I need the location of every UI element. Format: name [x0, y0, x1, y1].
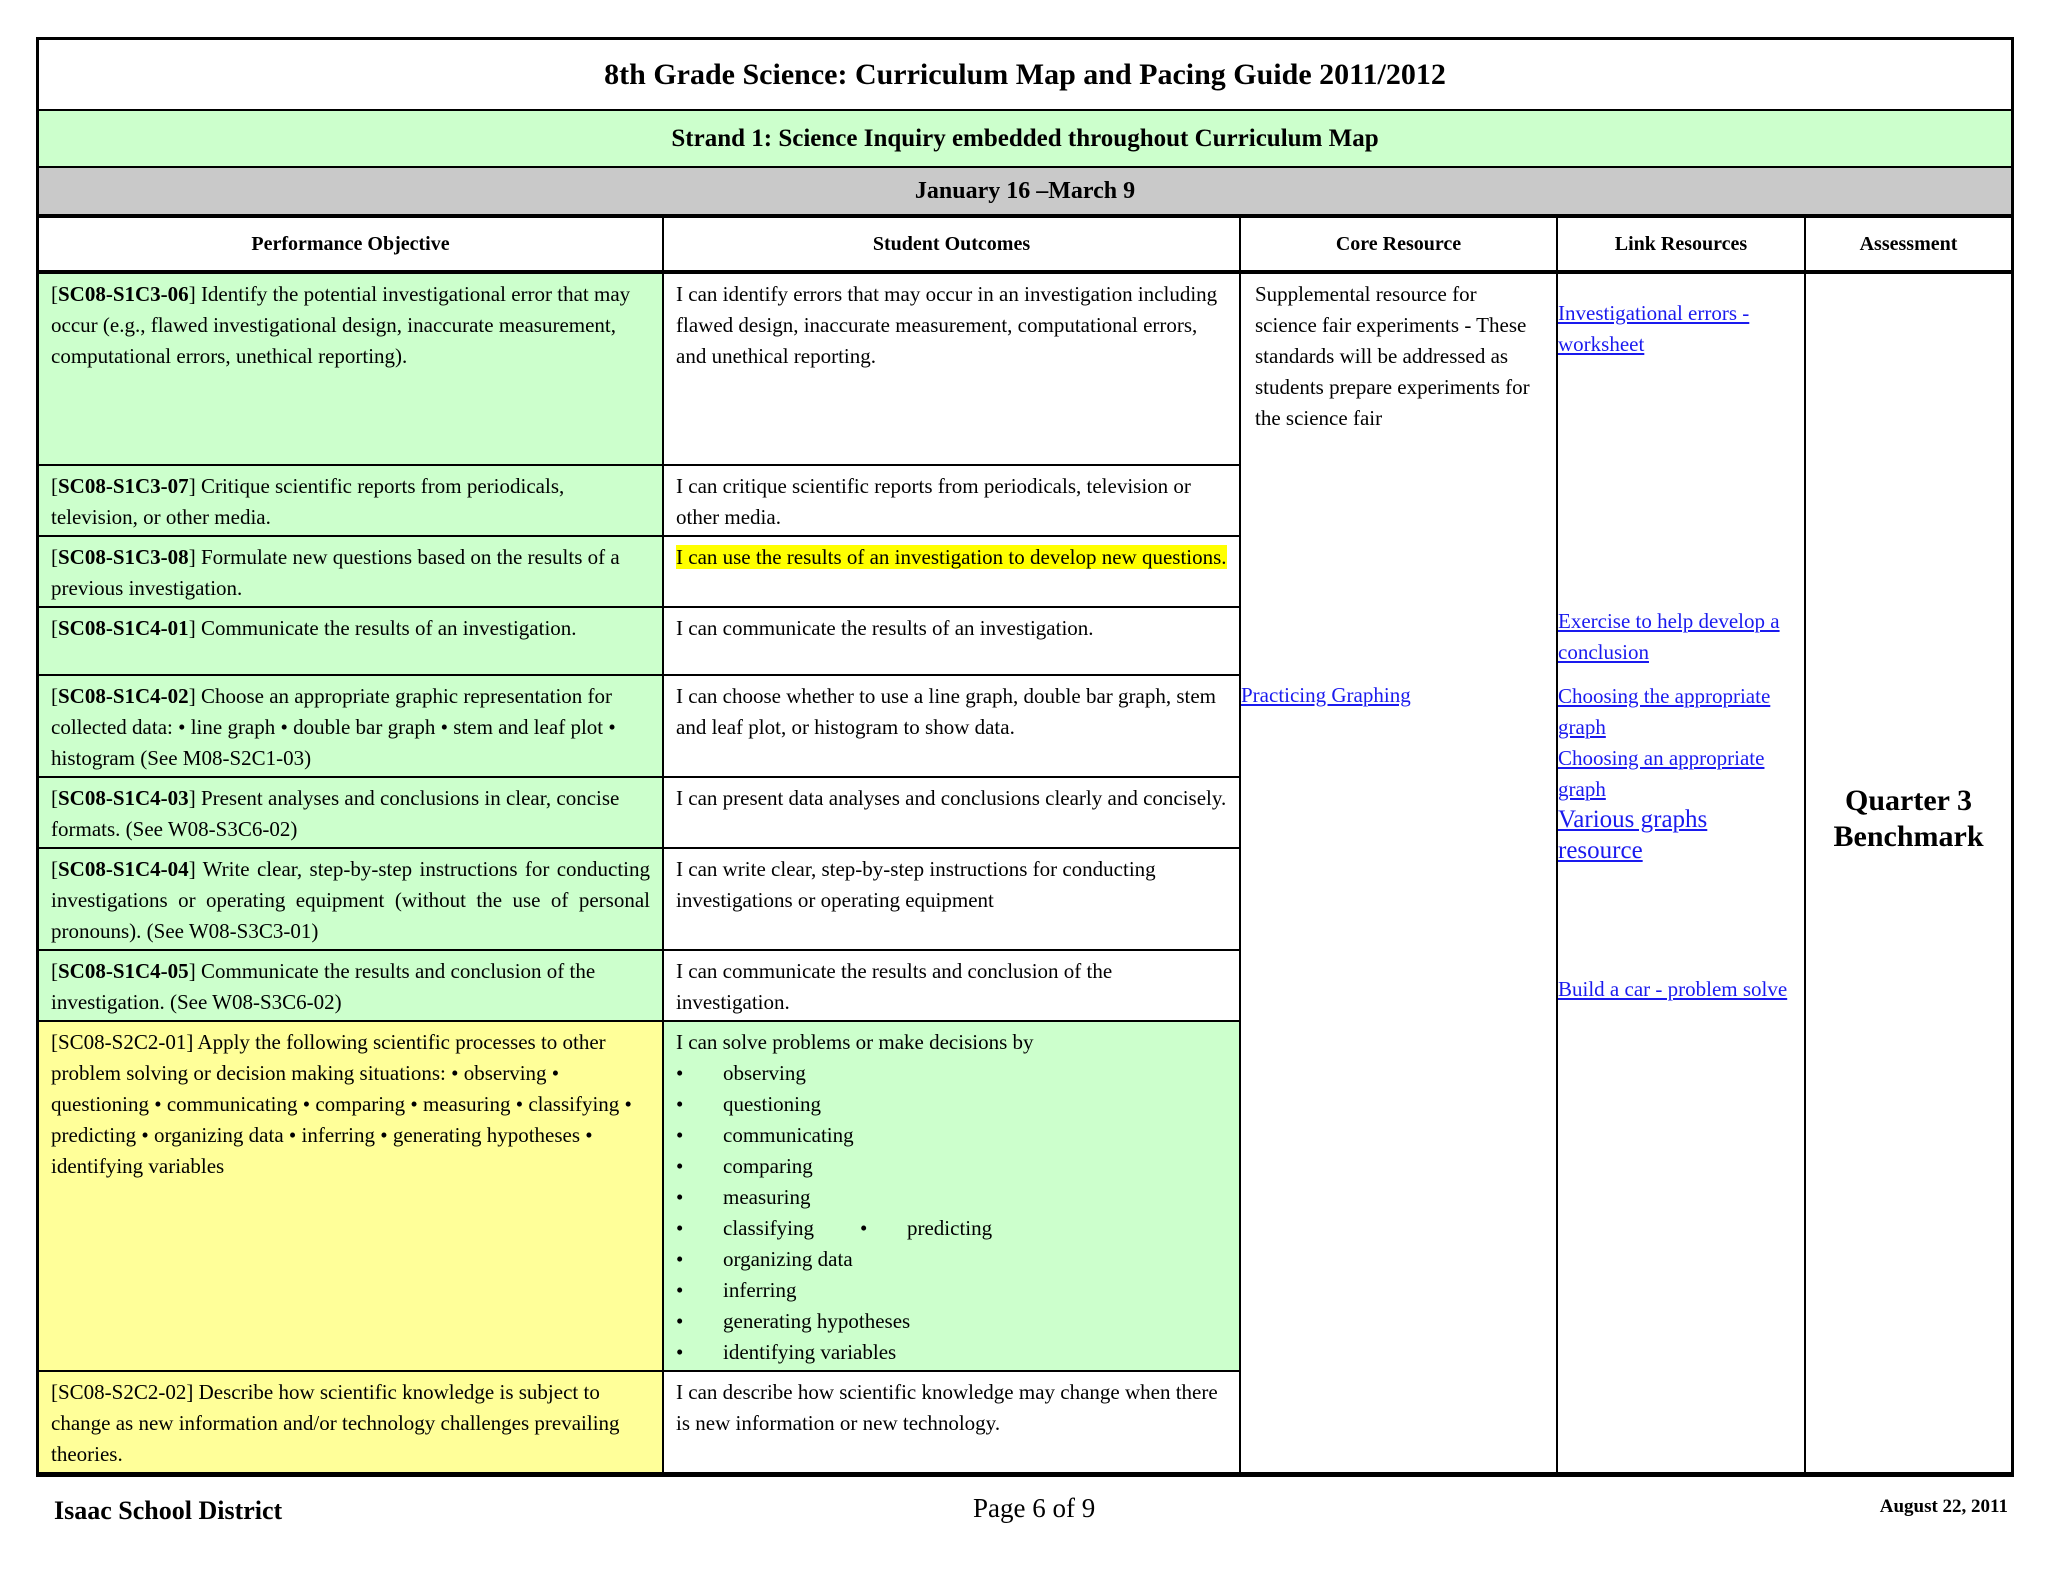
outcome-cell: I can communicate the results of an investigation. [663, 607, 1240, 675]
objective-code: SC08-S1C4-03 [58, 786, 189, 810]
outcome-cell: I can communicate the results and conclusion of the investigation. [663, 950, 1240, 1021]
develop-conclusion-link[interactable]: Exercise to help develop a conclusion [1558, 609, 1780, 664]
objective-cell: [SC08-S1C3-07] Critique scientific reports from periodicals, television, or other media. [39, 465, 663, 536]
objective-cell: [SC08-S1C4-04] Write clear, step-by-step instructions for conducting investigations or operating equipment (without the use of personal pronouns). (See W08-S3C3-01) [39, 848, 663, 950]
objective-code: SC08-S1C4-02 [58, 684, 189, 708]
header-link-resources: Link Resources [1557, 218, 1805, 272]
objective-text: Identify the potential investigational error that may occur (e.g., flawed investigational design, inaccurate measurement, computational errors, unethical reporting). [51, 282, 631, 368]
curriculum-map-frame [36, 37, 2014, 1477]
list-item [676, 1213, 1227, 1244]
outcome-cell: I can write clear, step-by-step instructions for conducting investigations or operating equipment [663, 848, 1240, 950]
core-resource-cell [1240, 272, 1557, 1473]
objective-text: Write clear, step-by-step instructions for conducting investigations or operating equipment (without the use of personal pronouns). (See W08-S3C3-01) [51, 857, 650, 943]
outcome-cell: I can critique scientific reports from periodicals, television or other media. [663, 465, 1240, 536]
objective-cell: [SC08-S1C4-02] Choose an appropriate graphic representation for collected data: • line graph • double bar graph • stem and leaf plot • histogram (See M08-S2C1-03) [39, 675, 663, 777]
assessment-label: Quarter 3 Benchmark [1833, 784, 1984, 853]
objective-cell: [SC08-S2C2-01] Apply the following scientific processes to other problem solving or decision making situations: • observing • questioning • communicating • comparing • measuring • classifying • predicting • organizing data • inferring • generating hypotheses • identifying variables [39, 1021, 663, 1371]
investigational-errors-link[interactable]: Investigational errors - worksheet [1558, 301, 1750, 356]
objective-text: Present analyses and conclusions in clear, concise formats. (See W08-S3C6-02) [51, 786, 620, 841]
header-assessment: Assessment [1805, 218, 2011, 272]
list-item: • questioning [676, 1089, 1227, 1120]
outcome-cell: I can present data analyses and conclusions clearly and concisely. [663, 777, 1240, 848]
objective-cell: [SC08-S1C3-06] Identify the potential investigational error that may occur (e.g., flawed investigational design, inaccurate measurement, computational errors, unethical reporting). [39, 272, 663, 465]
assessment-cell [1805, 272, 2011, 1473]
list-item: • observing [676, 1058, 1227, 1089]
outcome-cell [663, 536, 1240, 607]
core-resource-text: Supplemental resource for science fair experiments - These standards will be addressed as students prepare experiments for the science fair [1255, 282, 1530, 430]
objective-cell: [SC08-S1C4-01] Communicate the results of an investigation. [39, 607, 663, 675]
bullet-text: classifying [723, 1216, 814, 1240]
highlighted-outcome: I can use the results of an investigation to develop new questions. [676, 545, 1227, 569]
list-item: • measuring [676, 1182, 1227, 1213]
objective-cell: [SC08-S1C4-03] Present analyses and conclusions in clear, concise formats. (See W08-S3C6-02) [39, 777, 663, 848]
outcome-bullet-list [676, 1058, 1227, 1368]
objective-code: SC08-S1C4-01 [58, 616, 189, 640]
objective-code: SC08-S1C3-07 [58, 474, 189, 498]
table-row [39, 272, 2011, 465]
list-item: • communicating [676, 1120, 1227, 1151]
outcome-intro: I can solve problems or make decisions by [676, 1030, 1034, 1054]
list-item: • generating hypotheses [676, 1306, 1227, 1337]
list-item: • identifying variables [676, 1337, 1227, 1368]
objective-cell: [SC08-S2C2-02] Describe how scientific knowledge is subject to change as new information and/or technology challenges prevailing theories. [39, 1371, 663, 1473]
objective-code: SC08-S1C3-08 [58, 545, 189, 569]
outcome-cell: I can describe how scientific knowledge may change when there is new information or new technology. [663, 1371, 1240, 1473]
outcome-cell: I can choose whether to use a line graph, double bar graph, stem and leaf plot, or histogram to show data. [663, 675, 1240, 777]
outcome-cell: I can identify errors that may occur in an investigation including flawed design, inaccurate measurement, computational errors, and unethical reporting. [663, 272, 1240, 465]
choosing-appropriate-graph-link[interactable]: Choosing the appropriate graph [1558, 684, 1771, 739]
footer-page-number: Page 6 of 9 [973, 1493, 1096, 1523]
link-resources-cell [1557, 272, 1805, 1473]
practicing-graphing-link[interactable]: Practicing Graphing [1241, 683, 1411, 707]
objective-cell: [SC08-S1C4-05] Communicate the results and conclusion of the investigation. (See W08-S3C6-02) [39, 950, 663, 1021]
choosing-an-appropriate-graph-link[interactable]: Choosing an appropriate graph [1558, 746, 1765, 801]
list-item: • organizing data [676, 1244, 1227, 1275]
footer-date: August 22, 2011 [1879, 1496, 2008, 1517]
footer-district: Isaac School District [54, 1496, 283, 1525]
objective-code: SC08-S1C3-06 [58, 282, 189, 306]
outcome-cell [663, 1021, 1240, 1371]
strand-banner: Strand 1: Science Inquiry embedded throughout Curriculum Map [39, 111, 2011, 168]
various-graphs-link[interactable]: Various graphs resource [1558, 806, 1708, 864]
header-student-outcomes: Student Outcomes [663, 218, 1240, 272]
objective-text: Communicate the results and conclusion of the investigation. (See W08-S3C6-02) [51, 959, 596, 1014]
curriculum-table [39, 218, 2011, 1474]
objective-text: Choose an appropriate graphic representation for collected data: • line graph • double bar graph • stem and leaf plot • histogram (See M08-S2C1-03) [51, 684, 616, 770]
objective-text: Formulate new questions based on the results of a previous investigation. [51, 545, 620, 600]
list-item: • inferring [676, 1275, 1227, 1306]
table-header-row [39, 218, 2011, 272]
date-range-banner: January 16 –March 9 [39, 168, 2011, 218]
objective-text: Critique scientific reports from periodicals, television, or other media. [51, 474, 565, 529]
objective-code: SC08-S1C4-04 [58, 857, 189, 881]
header-performance-objective: Performance Objective [39, 218, 663, 272]
objective-cell: [SC08-S1C3-08] Formulate new questions based on the results of a previous investigation. [39, 536, 663, 607]
build-a-car-link[interactable]: Build a car - problem solve [1558, 977, 1788, 1001]
list-item: • comparing [676, 1151, 1227, 1182]
header-core-resource: Core Resource [1240, 218, 1557, 272]
objective-text: Communicate the results of an investigation. [195, 616, 577, 640]
document-title: 8th Grade Science: Curriculum Map and Pacing Guide 2011/2012 [39, 40, 2011, 111]
bullet-text: • predicting [860, 1216, 992, 1240]
objective-code: SC08-S1C4-05 [58, 959, 189, 983]
